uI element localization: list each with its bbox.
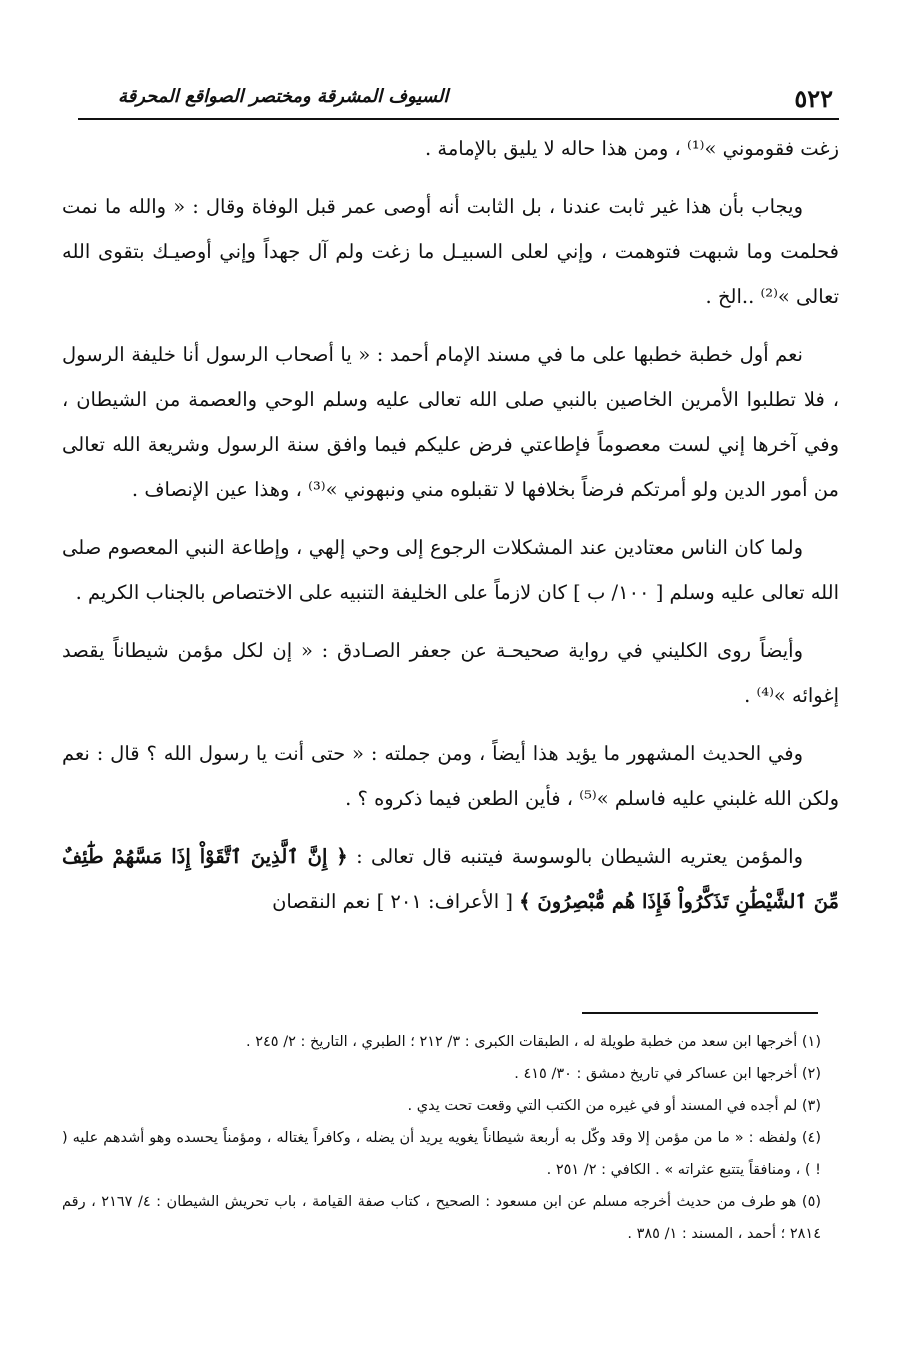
quran-intro: والمؤمن يعتريه الشيطان بالوسوسة فيتنبه قال تعالى : — [356, 845, 803, 868]
main-text — [62, 126, 839, 937]
footnote: (٢) أخرجها ابن عساكر في تاريخ دمشق : ٣٠/ ٤١٥ . — [514, 1066, 821, 1082]
paragraph: زغت فقوموني »⁽¹⁾ ، ومن هذا حاله لا يليق بالإمامة . — [424, 137, 839, 160]
footnote: (٤) ولفظه : « ما من مؤمن إلا وقد وكّل به أربعة شيطاناً يغويه يريد أن يضله ، وكافراً يغتاله ، ومؤمناً يحسده وهو أشدهم عليه ( ! ) ، ومنافقاً يتتبع عثراته » . الكافي : ٢/ ٢٥١ . — [62, 1130, 821, 1178]
quran-reference: [ الأعراف: ٢٠١ ] نعم النقصان — [272, 890, 513, 913]
footnote: (٣) لم أجده في المسند أو في غيره من الكتب التي وقعت تحت يدي . — [407, 1098, 821, 1114]
footnote: (١) أخرجها ابن سعد من خطبة طويلة له ، الطبقات الكبرى : ٣/ ٢١٢ ؛ الطبري ، التاريخ : ٢/ ٢٤٥ . — [246, 1034, 821, 1050]
footnote-separator — [582, 1012, 818, 1014]
book-title: السيوف المشرقة ومختصر الصواقع المحرقة — [118, 86, 449, 107]
paragraph: وأيضاً روى الكليني في رواية صحيحـة عن جعفر الصـادق : « إن لكل مؤمن شيطاناً يقصد إغوائه »⁽⁴⁾ . — [62, 639, 839, 707]
quran-paragraph — [62, 834, 839, 924]
paragraph: ويجاب بأن هذا غير ثابت عندنا ، بل الثابت أنه أوصى عمر قبل الوفاة وقال : « والله ما نمت فحلمت وما شبهت فتوهمت ، وإني لعلى السبيـل ما زغت ولم آل جهداً وإني أوصيـك بتقوى الله تعالى »⁽²⁾ ..الخ . — [62, 195, 839, 308]
running-header — [78, 78, 839, 120]
paragraph: وفي الحديث المشهور ما يؤيد هذا أيضاً ، ومن جملته : « حتى أنت يا رسول الله ؟ قال : نعم ولكن الله غلبني عليه فاسلم »⁽⁵⁾ ، فأين الطعن فيما ذكروه ؟ . — [62, 742, 839, 810]
footnote: (٥) هو طرف من حديث أخرجه مسلم عن ابن مسعود : الصحيح ، كتاب صفة القيامة ، باب تحريش الشيطان : ٤/ ٢١٦٧ ، رقم ٢٨١٤ ؛ أحمد ، المسند : ١/ ٣٨٥ . — [62, 1194, 822, 1242]
page-number: ٥٢٢ — [794, 84, 833, 113]
paragraph: نعم أول خطبة خطبها على ما في مسند الإمام أحمد : « يا أصحاب الرسول أنا خليفة الرسول ، فلا تطلبوا الأمرين الخاصين بالنبي صلى الله تعالى عليه وسلم الوحي والعصمة من الشيطان ، وفي آخرها إني لست معصوماً فإطاعتي فرض عليكم فيما وافق سنة الرسول وشريعة الله تعالى من أمور الدين ولو أمرتكم فرضاً بخلافها لا تقبلوه مني ونبهوني »⁽³⁾ ، وهذا عين الإنصاف . — [62, 343, 839, 501]
paragraph: ولما كان الناس معتادين عند المشكلات الرجوع إلى وحي إلهي ، وإطاعة النبي المعصوم صلى الله تعالى عليه وسلم [ ١٠٠/ ب ] كان لازماً على الخليفة التنبيه على الاختصاص بالجناب الكريم . — [62, 536, 839, 604]
quran-verse: ﴿ إِنَّ ٱلَّذِينَ ٱتَّقَوْاْ إِذَا مَسَّهُمْ طَٰٓئِفٌ مِّنَ ٱلشَّيْطَٰنِ تَذَكَّرُواْ فَإِذَا هُم مُّبْصِرُونَ ﴾ — [62, 845, 839, 913]
footnotes — [62, 1026, 821, 1250]
